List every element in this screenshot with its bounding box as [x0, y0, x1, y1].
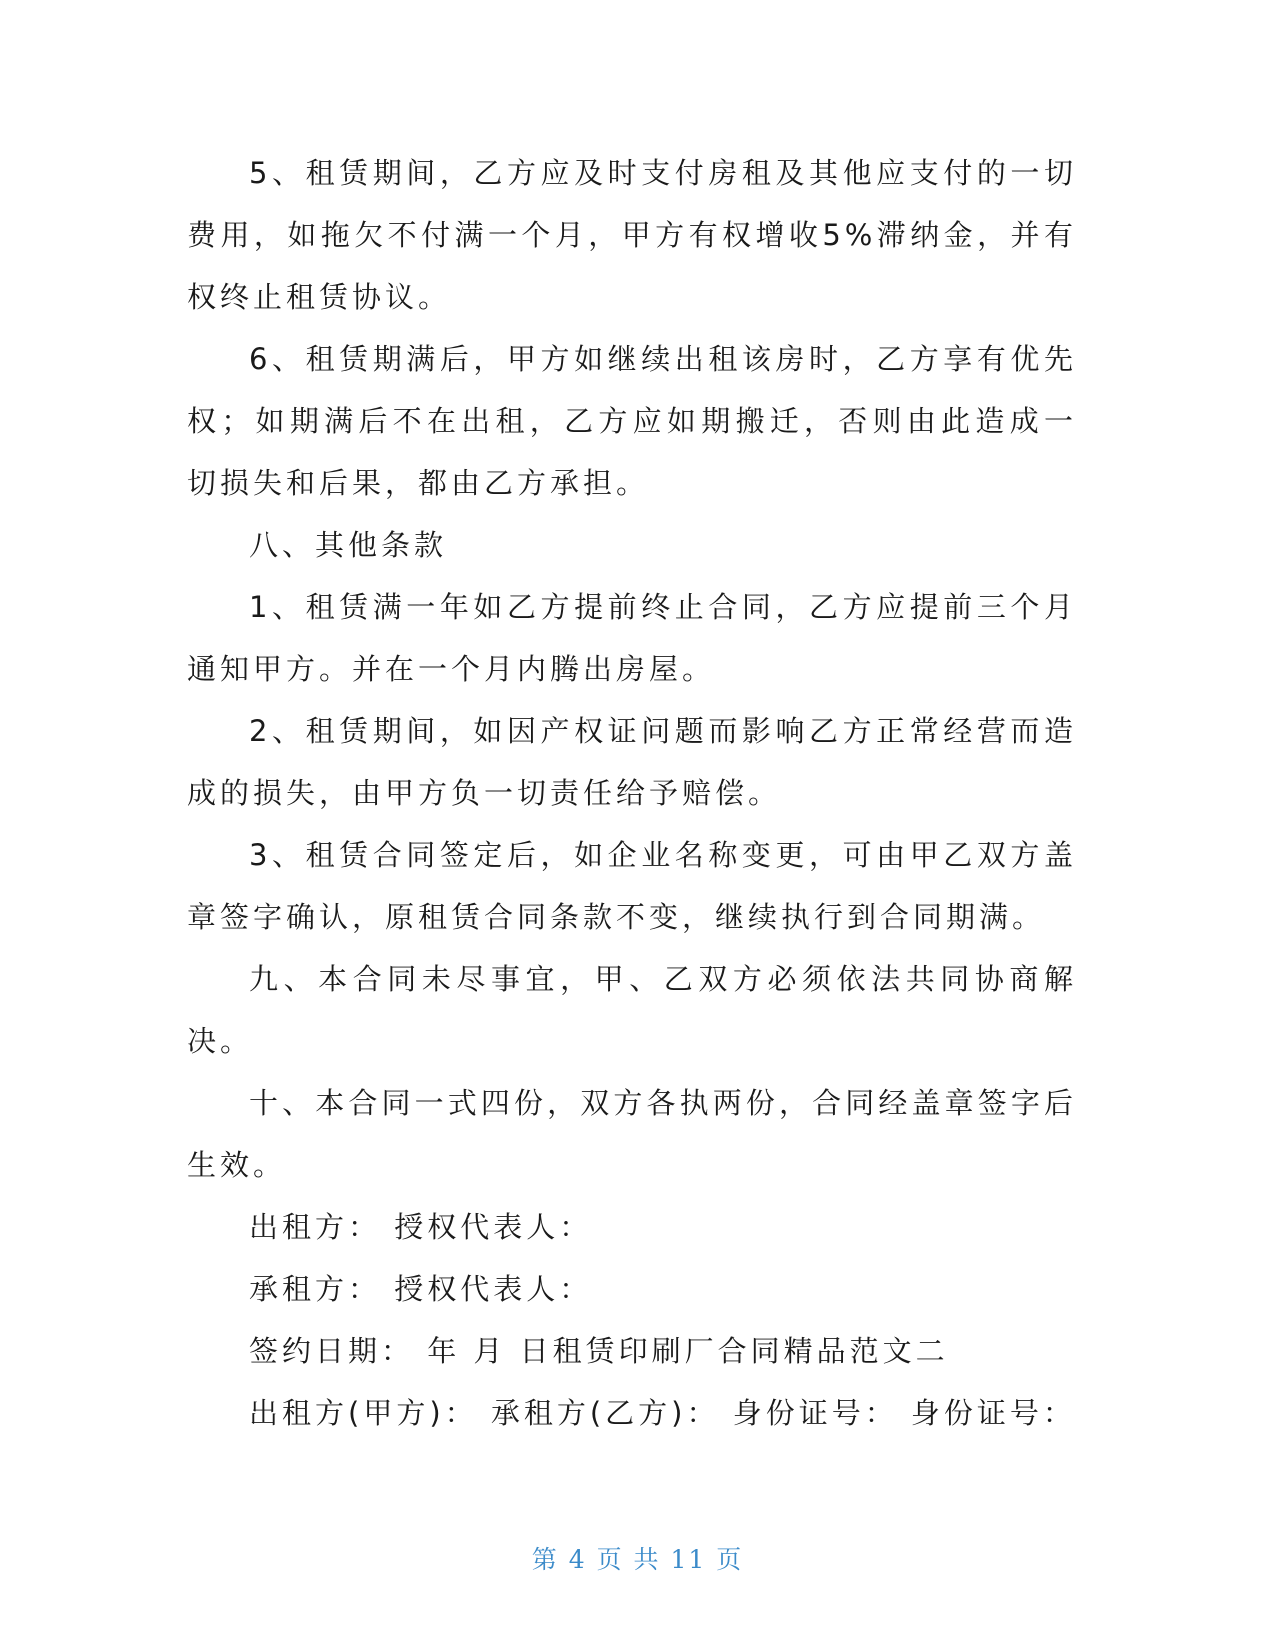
parties-id-line: 出租方(甲方)： 承租方(乙方)： 身份证号： 身份证号：: [249, 1396, 1076, 1430]
paragraph-other-3: 3、租赁合同签定后，如企业名称变更，可由甲乙双方盖章签字确认，原租赁合同条款不变，继续执行到合同期满。: [187, 838, 1077, 934]
document-body: [187, 142, 1077, 1444]
page-number-footer: 第 4 页 共 11 页: [531, 1545, 744, 1574]
paragraph-other-1: 1、租赁满一年如乙方提前终止合同，乙方应提前三个月通知甲方。并在一个月内腾出房屋。: [187, 590, 1077, 686]
signing-date-line: 签约日期： 年 月 日租赁印刷厂合同精品范文二: [249, 1334, 949, 1368]
paragraph-section-10: 十、本合同一式四份，双方各执两份，合同经盖章签字后生效。: [187, 1086, 1077, 1182]
section-heading-other-terms: 八、其他条款: [249, 528, 448, 562]
paragraph-section-9: 九、本合同未尽事宜，甲、乙双方必须依法共同协商解决。: [187, 962, 1077, 1058]
paragraph-clause-6: 6、租赁期满后，甲方如继续出租该房时，乙方享有优先权；如期满后不在出租，乙方应如期搬迁，否则由此造成一切损失和后果，都由乙方承担。: [187, 342, 1077, 500]
signature-lessor-line: 出租方： 授权代表人：: [249, 1210, 593, 1244]
signature-lessee-line: 承租方： 授权代表人：: [249, 1272, 593, 1306]
paragraph-clause-5: 5、租赁期间，乙方应及时支付房租及其他应支付的一切费用，如拖欠不付满一个月，甲方有权增收5%滞纳金，并有权终止租赁协议。: [187, 156, 1077, 314]
paragraph-other-2: 2、租赁期间，如因产权证问题而影响乙方正常经营而造成的损失，由甲方负一切责任给予赔偿。: [187, 714, 1077, 810]
